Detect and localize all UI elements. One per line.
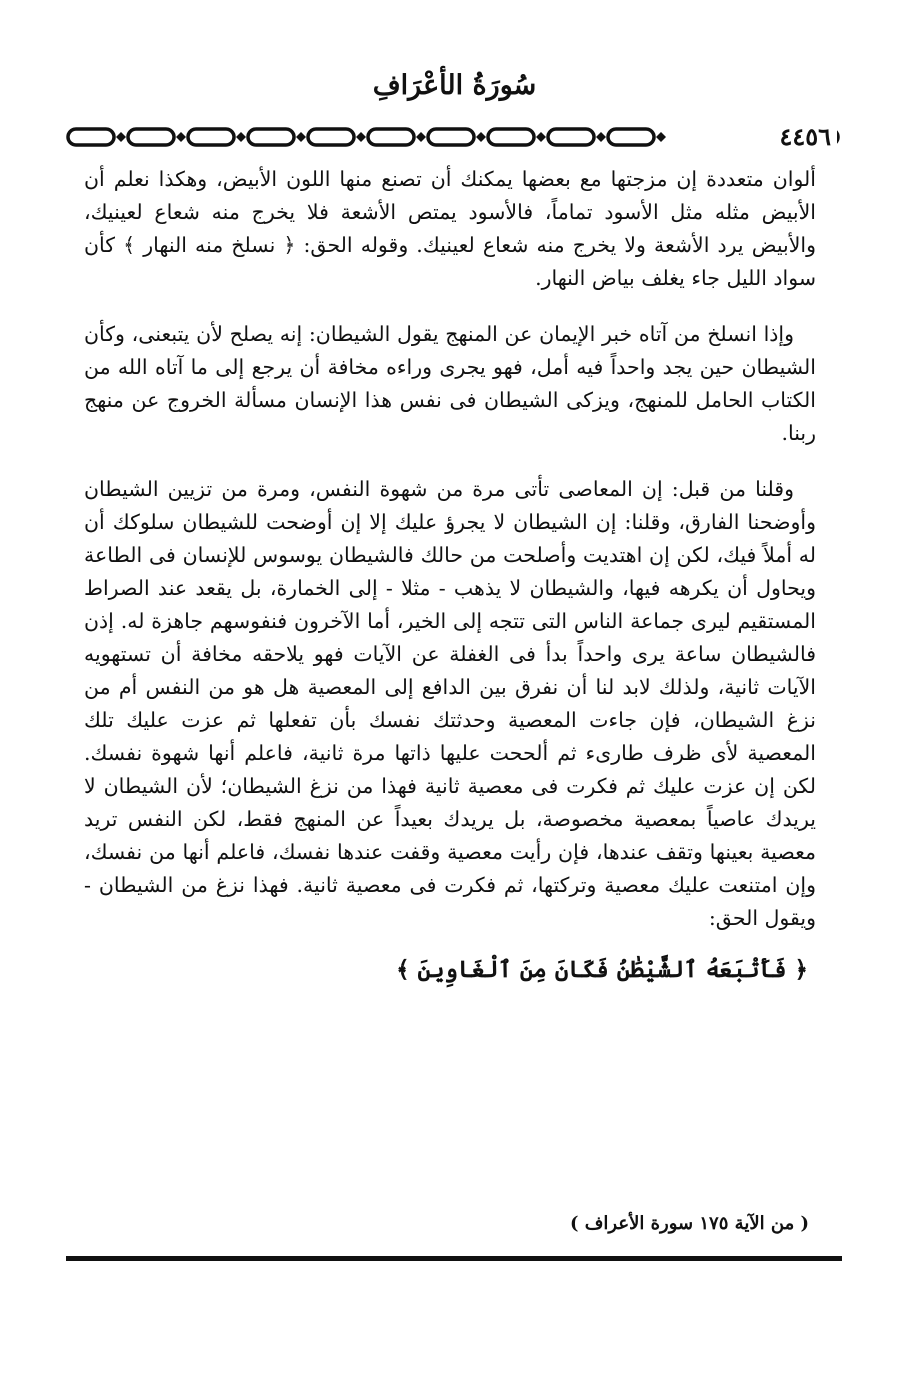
footer-rule xyxy=(66,1256,842,1261)
page-number: ٤٤٥٦ xyxy=(773,122,837,151)
quran-verse: ﴿ فَأَتْبَعَهُ ٱلشَّيْطَٰنُ فَكَانَ مِنَ ٱلْغَاوِينَ ﴾ xyxy=(396,956,808,983)
surah-title: سُورَةُ الأعْرَافِ xyxy=(372,70,537,101)
body-text xyxy=(84,163,816,986)
paragraph-1: ألوان متعددة إن مزجتها مع بعضها يمكنك أن تصنع منها اللون الأبيض، وهكذا نعلم أن الأبيض مثله مثل الأسود تماماً، فالأسود يمتص الأشعة فلا يخرج منه شعاع لعينيك، والأبيض يرد الأشعة ولا يخرج منه شعاع لعينيك. وقوله الحق: ﴿ نسلخ منه النهار ﴾ كأن سواد الليل جاء يغلف بياض النهار. xyxy=(84,167,816,290)
paragraph-2: وإذا انسلخ من آتاه خبر الإيمان عن المنهج يقول الشيطان: إنه يصلح لأن يتبعنى، وكأن الشيطان حين يجد واحداً فيه أمل، فهو يجرى وراءه مخافة أن يرجع إلى ما آتاه الله من الكتاب الحامل للمنهج، ويزكى الشيطان فى نفس هذا الإنسان مسألة الخروج عن منهج ربنا. xyxy=(84,322,816,445)
verse-reference: ( من الآية ١٧٥ سورة الأعراف ) xyxy=(569,1213,809,1234)
ornamental-border xyxy=(66,126,842,148)
paragraph-3: وقلنا من قبل: إن المعاصى تأتى مرة من شهوة النفس، ومرة من تزيين الشيطان وأوضحنا الفارق، وقلنا: إن الشيطان لا يجرؤ عليك إلا إن أوضحت للشيطان سلوكك أن له أملاً فيك، لكن إن اهتديت وأصلحت من حالك فالشيطان يوسوس للإنسان فى الطاعة ويحاول أن يكرهه فيها، والشيطان لا يذهب - مثلا - إلى الخمارة، بل يقعد عند الصراط المستقيم ليرى جماعة الناس التى تتجه إلى الخير، أما الآخرون فنفوسهم جاهزة له. إذن فالشيطان ساعة يرى واحداً بدأ فى الغفلة عن الآيات فهو يلاحقه مخافة أن تستهويه الآيات ثانية، ولذلك لابد لنا أن نفرق بين الدافع إلى المعصية هل هو من النفس أم من نزغ الشيطان، فإن جاءت المعصية وحدثتك نفسك بأن تفعلها ثم عزت عليك تلك المعصية لأى ظرف طارىء ثم ألححت عليها ذاتها مرة ثانية، فاعلم أنها شهوة نفسك. لكن إن عزت عليك ثم فكرت فى معصية ثانية فهذا من نزغ الشيطان؛ لأن الشيطان لا يريدك عاصياً بمعصية مخصوصة، بل يريدك بعيداً عن المنهج فقط، لكن النفس تريد معصية بعينها وتقف عندها، فإن رأيت معصية وقفت عندها نفسك، فاعلم أنها من نفسك، وإن امتنعت عليك معصية وتركتها، ثم فكرت فى معصية ثانية. فهذا نزغ من الشيطان - ويقول الحق: xyxy=(84,477,816,930)
ornament-chain-icon xyxy=(66,126,842,148)
page-header xyxy=(0,70,909,101)
